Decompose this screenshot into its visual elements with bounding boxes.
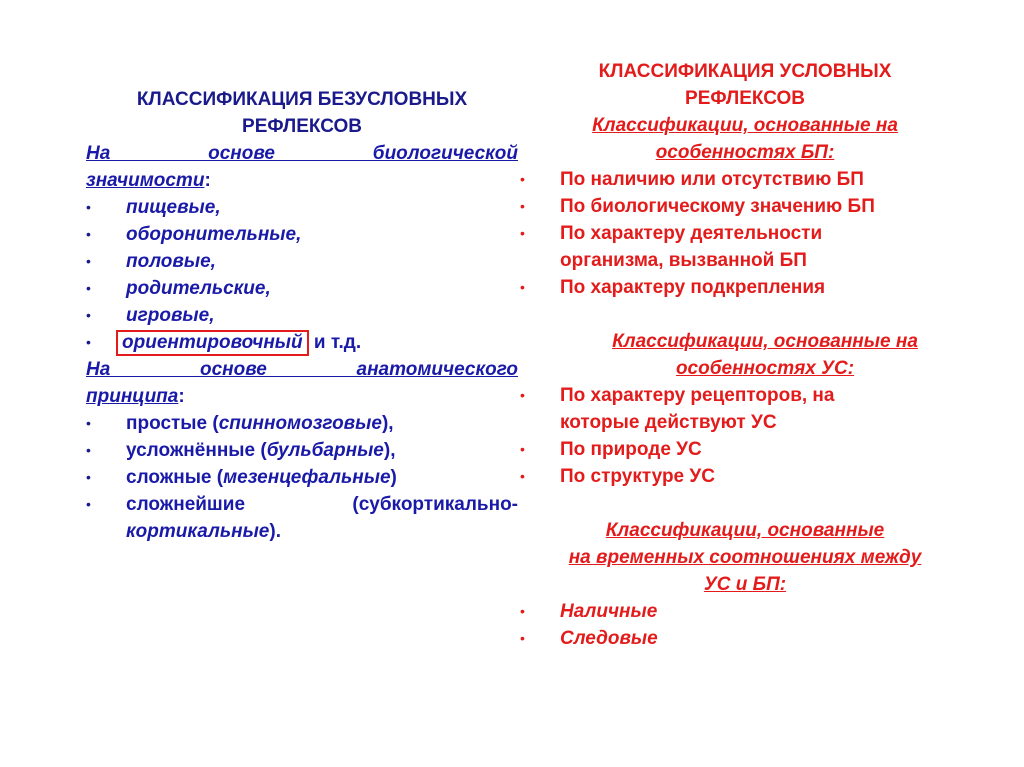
section-temporal-relations-title [520, 517, 970, 598]
bullet-icon: • [86, 334, 91, 350]
section-anatomical-title-text: На основе анатомического [86, 359, 518, 380]
list-item [520, 382, 970, 436]
bullet-icon: • [86, 415, 91, 431]
item-italic: мезенцефальные [223, 467, 391, 488]
title-line3: УС и БП: [703, 574, 787, 595]
item-text: Следовые [560, 628, 658, 649]
title-line1: Классификации, основанные [605, 520, 885, 541]
item-text: оборонительные, [126, 224, 302, 245]
item-line2 [126, 518, 518, 545]
list-item [86, 302, 518, 329]
item-text: По природе УС [560, 439, 702, 460]
item-after: ) [390, 467, 397, 488]
bullet-icon: • [520, 603, 525, 619]
bullet-icon: • [86, 442, 91, 458]
conditioned-stimulus-list [520, 382, 970, 490]
title-line1: Классификации, основанные на [592, 115, 898, 136]
list-item-boxed [86, 329, 518, 356]
list-item [520, 274, 970, 301]
list-item [86, 410, 518, 437]
item-plain: усложнённые ( [126, 440, 267, 461]
list-item [520, 625, 970, 652]
section-biological-title-line1 [86, 140, 518, 167]
list-item [86, 248, 518, 275]
right-heading-line1: КЛАССИФИКАЦИЯ УСЛОВНЫХ [598, 61, 892, 82]
bullet-icon: • [86, 199, 91, 215]
list-item [86, 464, 518, 491]
bullet-icon: • [86, 226, 91, 242]
list-item [520, 598, 970, 625]
item-text: которые действуют УС [560, 412, 777, 433]
list-item [86, 194, 518, 221]
bullet-icon: • [86, 253, 91, 269]
list-item [520, 463, 970, 490]
item-text: Наличные [560, 601, 658, 622]
item-text: По характеру рецепторов, на [560, 385, 835, 406]
item-text: По структуре УС [560, 466, 715, 487]
right-heading-line2: РЕФЛЕКСОВ [685, 88, 805, 109]
list-item [86, 437, 518, 464]
section-conditioned-stimulus-title [520, 328, 970, 382]
item-italic: кортикальные [126, 521, 270, 542]
list-item [86, 275, 518, 302]
item-text: родительские, [126, 278, 271, 299]
title-line2: особенностях УС: [675, 358, 855, 379]
left-heading-line2: РЕФЛЕКСОВ [242, 116, 362, 137]
item-line1: сложнейшие (субкортикально- [126, 494, 518, 515]
biological-list [86, 194, 518, 356]
title-line2: на временных соотношениях между [568, 547, 922, 568]
right-heading [520, 58, 970, 112]
left-heading [86, 86, 518, 140]
section-anatomical-title-line1 [86, 356, 518, 383]
unconditioned-stimulus-list [520, 166, 970, 301]
list-item [86, 491, 518, 545]
bullet-icon: • [520, 171, 525, 187]
anatomical-list [86, 410, 518, 545]
section-unconditioned-stimulus-title [520, 112, 970, 166]
list-item [520, 166, 970, 193]
section-biological-title-line2 [86, 167, 518, 194]
title-line2: особенностях БП: [655, 142, 835, 163]
etc-text: и т.д. [308, 332, 362, 353]
item-text: По биологическому значению БП [560, 196, 875, 217]
item-text: По характеру подкрепления [560, 277, 826, 298]
bullet-icon: • [520, 630, 525, 646]
unconditioned-reflexes-column [86, 86, 518, 545]
item-text: По наличию или отсутствию БП [560, 169, 864, 190]
item-text: пищевые, [126, 197, 221, 218]
left-heading-line1: КЛАССИФИКАЦИЯ БЕЗУСЛОВНЫХ [136, 89, 468, 110]
temporal-relations-list [520, 598, 970, 652]
conditioned-reflexes-column [520, 58, 970, 652]
section-anatomical-title-line2 [86, 383, 518, 410]
bullet-icon: • [520, 198, 525, 214]
item-text: игровые, [126, 305, 215, 326]
section-biological-title-text: На основе биологической [86, 143, 518, 164]
spacer [520, 301, 970, 328]
list-item [86, 221, 518, 248]
item-after: ), [383, 440, 396, 461]
bullet-icon: • [86, 280, 91, 296]
colon: : [178, 386, 185, 407]
item-after: ), [381, 413, 394, 434]
bullet-icon: • [520, 441, 525, 457]
bullet-icon: • [86, 496, 91, 512]
bullet-icon: • [520, 279, 525, 295]
item-text: организма, вызванной БП [560, 250, 807, 271]
bullet-icon: • [520, 225, 525, 241]
bullet-icon: • [520, 468, 525, 484]
list-item [520, 436, 970, 463]
bullet-icon: • [86, 469, 91, 485]
item-plain: сложные ( [126, 467, 224, 488]
section-anatomical-title-underlined: принципа [86, 386, 179, 407]
bullet-icon: • [520, 387, 525, 403]
highlighted-orienting-item: ориентировочный [116, 330, 309, 356]
item-italic: спинномозговые [218, 413, 382, 434]
item-italic: бульбарные [266, 440, 384, 461]
bullet-icon: • [86, 307, 91, 323]
item-text: По характеру деятельности [560, 223, 823, 244]
colon: : [204, 170, 211, 191]
title-line1: Классификации, основанные на [612, 331, 918, 352]
item-text: половые, [126, 251, 216, 272]
item-plain: простые ( [126, 413, 219, 434]
list-item [520, 193, 970, 220]
spacer [520, 490, 970, 517]
section-biological-title-underlined: значимости [86, 170, 205, 191]
item-after: ). [269, 521, 281, 542]
list-item [520, 220, 970, 274]
